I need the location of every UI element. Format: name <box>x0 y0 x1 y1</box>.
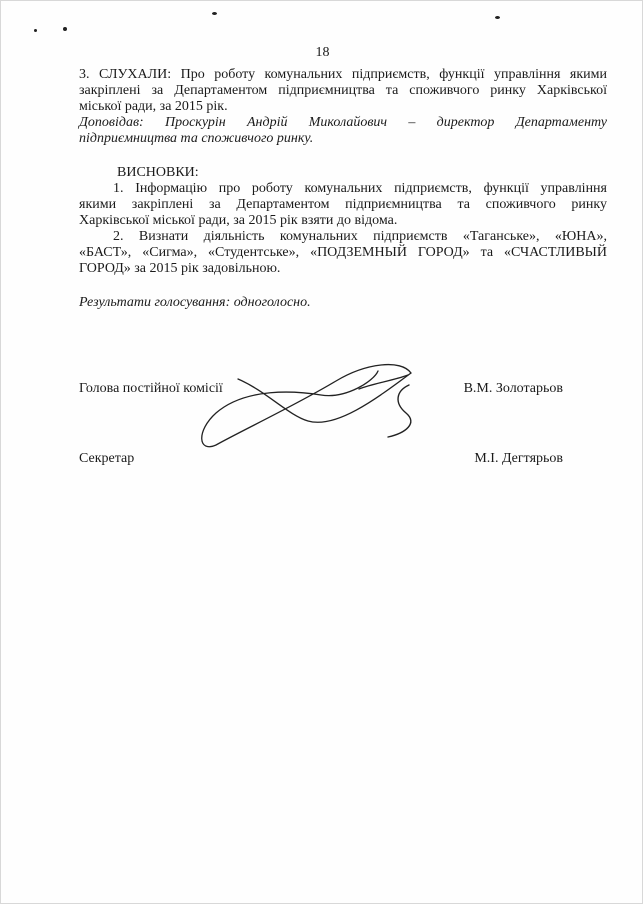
scan-speck <box>34 29 37 32</box>
scan-speck <box>212 12 217 15</box>
chair-name: В.М. Золотарьов <box>463 381 563 396</box>
voting-result: Результати голосування: одноголосно. <box>79 295 311 310</box>
speaker-line: Доповідав: Проскурін Андрій Миколайович – директор Департаменту <box>79 115 607 130</box>
scan-speck <box>495 16 500 19</box>
conclusion-point-line: 1. Інформацію про роботу комунальних підприємств, функції управління <box>113 181 607 196</box>
conclusion-point-line: Харківської міської ради, за 2015 рік взяти до відома. <box>79 213 398 228</box>
conclusions-heading: ВИСНОВКИ: <box>117 165 199 180</box>
secretary-role: Секретар <box>79 451 135 466</box>
handwritten-signature <box>196 351 426 451</box>
item-title-line: 3. СЛУХАЛИ: Про роботу комунальних підприємств, функції управління якими <box>79 67 607 82</box>
secretary-name: М.І. Дегтярьов <box>474 451 563 466</box>
scan-speck <box>63 27 67 31</box>
speaker-line: підприємництва та споживчого ринку. <box>79 131 314 146</box>
page-number: 18 <box>315 45 330 60</box>
conclusion-point-line: якими закріплені за Департаментом підприємництва та споживчого ринку <box>79 197 607 212</box>
item-title-line: закріплені за Департаментом підприємництва та споживчого ринку Харківської <box>79 83 607 98</box>
item-title-line: міської ради, за 2015 рік. <box>79 99 228 114</box>
document-body <box>79 67 607 311</box>
conclusion-point-line: «БАСТ», «Сигма», «Студентське», «ПОДЗЕМНЫЙ ГОРОД» та «СЧАСТЛИВЫЙ <box>79 245 607 260</box>
chair-role: Голова постійної комісії <box>79 381 223 396</box>
conclusion-point-line: ГОРОД» за 2015 рік задовільною. <box>79 261 281 276</box>
conclusion-point-line: 2. Визнати діяльність комунальних підприємств «Таганське», «ЮНА», <box>113 229 607 244</box>
